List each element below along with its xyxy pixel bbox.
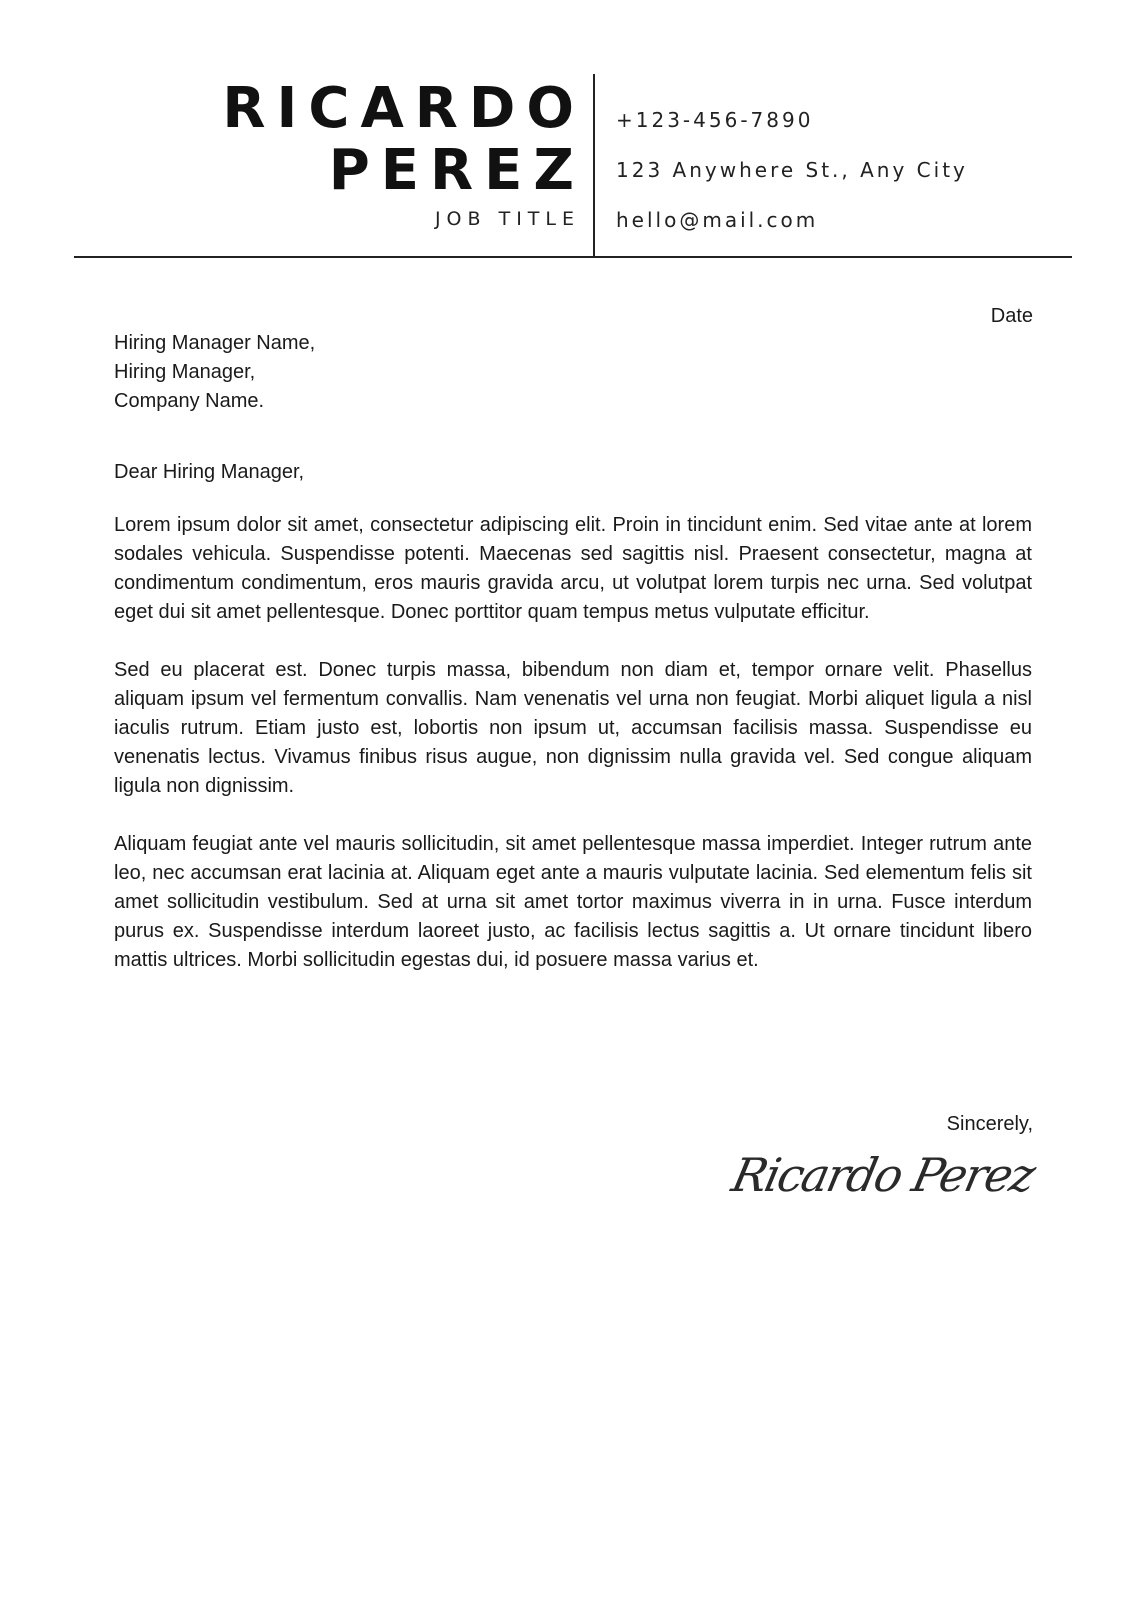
name-first: RICARDO bbox=[222, 76, 585, 141]
job-title: JOB TITLE bbox=[434, 208, 580, 230]
closing: Sincerely, bbox=[946, 1113, 1033, 1135]
signature: Ricardo Perez bbox=[727, 1148, 1039, 1202]
body-paragraph: Sed eu placerat est. Donec turpis massa, bibendum non diam et, tempor ornare velit. Phasellus aliquam ipsum vel fermentum convallis. Nam venenatis vel urna non feugiat. Morbi aliquet ligula a nisl iaculis rutrum. Etiam justo est, lobortis non ipsum ut, accumsan facilisis massa. Suspendisse eu venenatis lectus. Vivamus finibus risus augue, non dignissim nulla gravida vel. Sed congue aliquam ligula non dignissim. bbox=[114, 659, 1032, 797]
letter-date: Date bbox=[990, 305, 1033, 327]
name-last: PEREZ bbox=[328, 138, 585, 203]
recipient-name: Hiring Manager Name, bbox=[114, 332, 316, 354]
name-block bbox=[222, 76, 585, 230]
header-horizontal-divider bbox=[74, 256, 1072, 258]
contact-phone: +123-456-7890 bbox=[616, 108, 814, 132]
salutation: Dear Hiring Manager, bbox=[114, 461, 305, 483]
body-paragraph: Lorem ipsum dolor sit amet, consectetur adipiscing elit. Proin in tincidunt enim. Sed vitae ante at lorem sodales vehicula. Suspendisse potenti. Maecenas sed sagittis nisl. Praesent consectetur, magna at condimentum condimentum, eros mauris gravida arcu, ut volutpat lorem turpis nec urna. Sed volutpat eget dui sit amet pellentesque. Donec porttitor quam tempus metus vulputate efficitur. bbox=[114, 514, 1032, 623]
contact-address: 123 Anywhere St., Any City bbox=[616, 158, 968, 182]
body-paragraph: Aliquam feugiat ante vel mauris sollicitudin, sit amet pellentesque massa imperdiet. Integer rutrum ante leo, nec accumsan erat lacinia at. Aliquam eget ante a mauris vulputate lacinia. Sed elementum felis sit amet sollicitudin vestibulum. Sed at urna sit amet tortor maximus viverra in in urna. Fusce interdum purus ex. Suspendisse interdum laoreet justo, ac facilisis lectus sagittis a. Ut ornare tincidunt libero mattis ultrices. Morbi sollicitudin egestas dui, id posuere massa varius et. bbox=[114, 833, 1032, 971]
letter-body bbox=[114, 511, 1032, 1004]
recipient-company: Company Name. bbox=[114, 390, 265, 412]
recipient-block bbox=[114, 329, 315, 416]
contact-email: hello@mail.com bbox=[616, 208, 819, 232]
header-vertical-divider bbox=[593, 74, 595, 256]
recipient-title: Hiring Manager, bbox=[114, 361, 256, 383]
